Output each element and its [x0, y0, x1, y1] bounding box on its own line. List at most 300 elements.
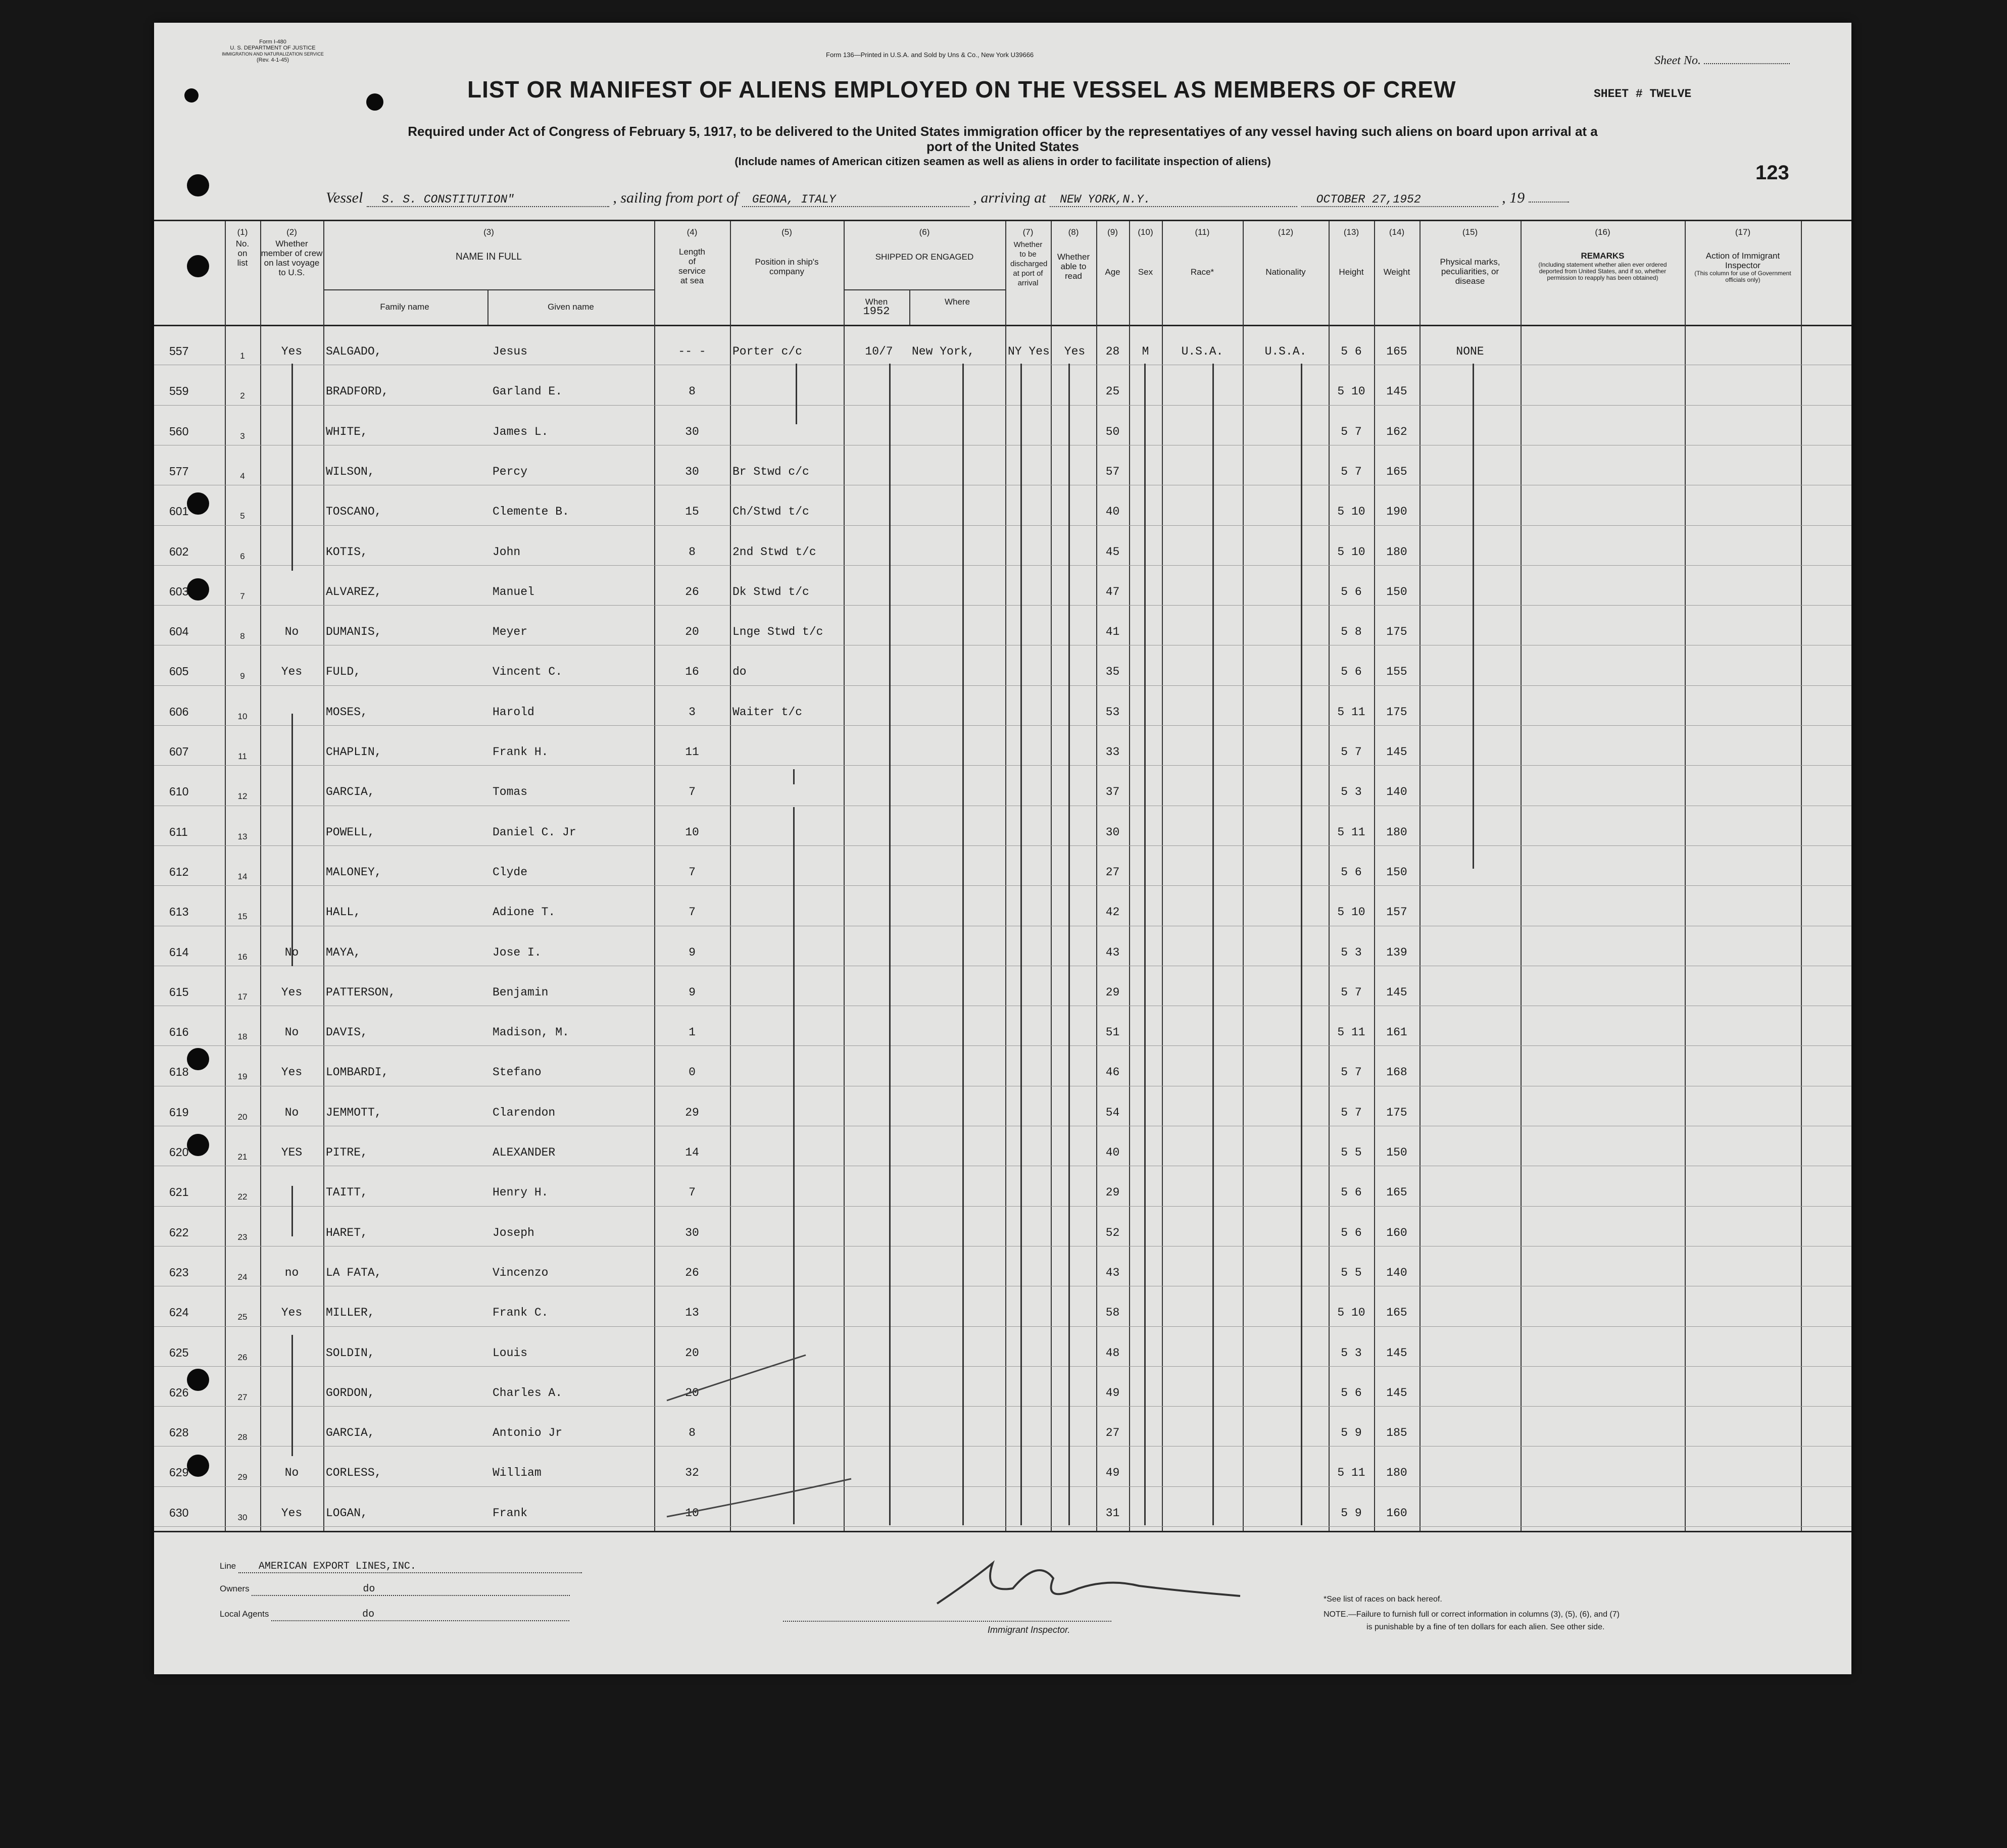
cell-family: GARCIA,: [326, 785, 375, 799]
crew-reference-number: 577: [169, 464, 189, 478]
cell-voyage: No: [284, 1106, 299, 1119]
cell-age: 37: [1105, 785, 1120, 799]
cell-service: 9: [689, 945, 696, 959]
crew-reference-number: 626: [169, 1385, 189, 1399]
cell-voyage: No: [284, 1466, 299, 1480]
cell-given: John: [493, 545, 521, 559]
cell-family: LA FATA,: [326, 1266, 382, 1279]
cell-no: 4: [240, 471, 245, 481]
cell-family: WILSON,: [326, 465, 375, 478]
printer-line: Form 136—Printed in U.S.A. and Sold by Uns & Co., New York U39666: [826, 51, 1034, 59]
crew-reference-number: 630: [169, 1506, 189, 1519]
cell-no: 23: [237, 1232, 248, 1242]
cell-weight: 175: [1386, 1106, 1407, 1119]
cell-voyage: Yes: [281, 1306, 303, 1320]
cell-age: 58: [1105, 1306, 1120, 1320]
line-label: Line: [220, 1561, 236, 1571]
cell-age: 31: [1105, 1506, 1120, 1520]
cell-weight: 160: [1386, 1506, 1407, 1520]
cell-height: 5 7: [1341, 745, 1362, 759]
crew-reference-number: 606: [169, 705, 189, 718]
cell-height: 5 11: [1337, 825, 1365, 839]
cell-voyage: Yes: [281, 1506, 303, 1520]
cell-given: Stefano: [493, 1066, 542, 1079]
cell-weight: 145: [1386, 1346, 1407, 1360]
cell-family: GORDON,: [326, 1386, 375, 1400]
cell-weight: 165: [1386, 465, 1407, 478]
crew-reference-number: 615: [169, 985, 189, 998]
cell-service: 30: [685, 1226, 699, 1239]
punch-hole: [366, 93, 383, 111]
cell-height: 5 11: [1337, 705, 1365, 719]
crew-reference-number: 605: [169, 665, 189, 678]
cell-weight: 162: [1386, 425, 1407, 438]
crew-reference-number: 603: [169, 584, 189, 598]
cell-no: 21: [237, 1152, 248, 1162]
cell-given: Henry H.: [493, 1186, 549, 1200]
col-16-header: (16) REMARKS (Including statement whether alien ever ordered deported from United States, and if so, whether permission to reapply has been obtained): [1538, 227, 1667, 281]
cell-weight: 150: [1386, 585, 1407, 598]
cell-age: 53: [1105, 705, 1120, 719]
cell-age: 40: [1105, 505, 1120, 519]
cell-no: 25: [237, 1312, 248, 1322]
cell-service: 8: [689, 545, 696, 559]
cell-service: 8: [689, 1426, 696, 1440]
cell-weight: 180: [1386, 1466, 1407, 1480]
cell-position: Ch/Stwd t/c: [732, 505, 809, 519]
owners-label: Owners: [220, 1584, 250, 1593]
cell-no: 29: [237, 1472, 248, 1482]
arrival-date: OCTOBER 27,1952: [1301, 193, 1498, 207]
cell-given: Percy: [493, 465, 528, 478]
cell-height: 5 10: [1337, 505, 1365, 519]
cell-height: 5 6: [1341, 1186, 1362, 1200]
vessel-name: S. S. CONSTITUTION": [367, 193, 609, 207]
cell-weight: 155: [1386, 665, 1407, 679]
cell-age: 27: [1105, 865, 1120, 879]
cell-height: 5 10: [1337, 385, 1365, 398]
cell-service: 20: [685, 625, 699, 639]
crew-reference-number: 611: [169, 825, 188, 838]
cell-no: 1: [240, 351, 245, 361]
cell-given: Clyde: [493, 865, 528, 879]
form-identity: [210, 39, 336, 63]
cell-height: 5 10: [1337, 545, 1365, 559]
cell-given: James L.: [493, 425, 549, 438]
family-name-header: Family name: [380, 302, 429, 312]
crew-reference-number: 601: [169, 505, 189, 518]
cell-family: MALONEY,: [326, 865, 382, 879]
col-12-header: (12) Nationality: [1265, 227, 1306, 277]
cell-where: New York,: [912, 345, 975, 358]
cell-given: Adione T.: [493, 906, 556, 919]
year-label: , 19: [1502, 189, 1525, 206]
cell-weight: 165: [1386, 1306, 1407, 1320]
manifest-sheet: [154, 23, 1851, 1674]
cell-no: 13: [237, 831, 248, 841]
cell-family: ALVAREZ,: [326, 585, 382, 598]
cell-height: 5 10: [1337, 906, 1365, 919]
cell-weight: 161: [1386, 1026, 1407, 1039]
cell-given: Daniel C. Jr: [493, 825, 576, 839]
cell-weight: 140: [1386, 785, 1407, 799]
sheet-no-label: Sheet No.: [1654, 54, 1701, 67]
cell-age: 35: [1105, 665, 1120, 679]
given-name-header: Given name: [548, 302, 594, 312]
cell-no: 12: [237, 791, 248, 802]
col-2-header: (2) Whether member of crew on last voyage to U.S.: [261, 227, 323, 277]
cell-service: 26: [685, 585, 699, 598]
cell-age: 54: [1105, 1106, 1120, 1119]
cell-weight: 168: [1386, 1066, 1407, 1079]
cell-age: 33: [1105, 745, 1120, 759]
cell-family: KOTIS,: [326, 545, 368, 559]
cell-no: 19: [237, 1072, 248, 1082]
crew-reference-number: 612: [169, 865, 189, 878]
cell-family: JEMMOTT,: [326, 1106, 382, 1119]
cell-no: 24: [237, 1272, 248, 1282]
cell-weight: 180: [1386, 825, 1407, 839]
cell-service: 10: [685, 1506, 699, 1520]
crew-reference-number: 629: [169, 1466, 189, 1479]
cell-given: Manuel: [493, 585, 534, 598]
cell-weight: 190: [1386, 505, 1407, 519]
cell-height: 5 11: [1337, 1026, 1365, 1039]
cell-weight: 145: [1386, 1386, 1407, 1400]
cell-given: Benjamin: [493, 985, 549, 999]
cell-no: 9: [240, 671, 245, 681]
cell-service: 7: [689, 906, 696, 919]
cell-no: 10: [237, 711, 248, 721]
crew-reference-number: 560: [169, 424, 189, 438]
cell-weight: 165: [1386, 345, 1407, 358]
cell-family: BRADFORD,: [326, 385, 389, 398]
cell-position: Lnge Stwd t/c: [732, 625, 823, 639]
pencil-strokes: [154, 221, 1851, 1531]
crew-reference-number: 610: [169, 785, 189, 798]
when-header: When 1952: [863, 297, 890, 318]
cell-service: 3: [689, 705, 696, 719]
cell-family: TOSCANO,: [326, 505, 382, 519]
col-1-header: (1) No. on list: [235, 227, 250, 268]
cell-height: 5 6: [1341, 865, 1362, 879]
col-6-header: (6) SHIPPED OR ENGAGED: [875, 227, 974, 262]
cell-when: 10/7: [865, 345, 893, 358]
crew-reference-number: 607: [169, 745, 189, 758]
cell-family: CHAPLIN,: [326, 745, 382, 759]
crew-reference-number: 619: [169, 1105, 189, 1119]
cell-height: 5 7: [1341, 465, 1362, 478]
cell-service: 1: [689, 1026, 696, 1039]
cell-height: 5 8: [1341, 625, 1362, 639]
punch-hole: [184, 88, 199, 103]
cell-service: 30: [685, 465, 699, 478]
cell-no: 16: [237, 952, 248, 962]
crew-reference-number: 623: [169, 1265, 189, 1279]
sailing-label: , sailing from port of: [613, 189, 739, 206]
cell-marks: NONE: [1456, 345, 1484, 358]
cell-given: Jesus: [493, 345, 528, 358]
col-10-header: (10) Sex: [1138, 227, 1153, 277]
cell-no: 8: [240, 631, 245, 641]
cell-given: Harold: [493, 705, 534, 719]
cell-height: 5 9: [1341, 1426, 1362, 1440]
cell-service: 15: [685, 505, 699, 519]
cell-voyage: No: [284, 945, 299, 959]
cell-service: 7: [689, 785, 696, 799]
cell-no: 22: [237, 1192, 248, 1202]
cell-age: 48: [1105, 1346, 1120, 1360]
cell-given: Frank C.: [493, 1306, 549, 1320]
cell-voyage: Yes: [281, 1066, 303, 1079]
cell-family: DUMANIS,: [326, 625, 382, 639]
cell-no: 20: [237, 1112, 248, 1122]
port-from: GEONA, ITALY: [742, 193, 969, 207]
cell-service: 32: [685, 1466, 699, 1480]
cell-given: Clemente B.: [493, 505, 569, 519]
cell-service: 20: [685, 1346, 699, 1360]
sheet-number: SHEET # TWELVE: [1594, 87, 1692, 101]
cell-no: 26: [237, 1352, 248, 1362]
cell-age: 29: [1105, 1186, 1120, 1200]
cell-position: Dk Stwd t/c: [732, 585, 809, 598]
cell-given: Frank: [493, 1506, 528, 1520]
page-title: LIST OR MANIFEST OF ALIENS EMPLOYED ON THE VESSEL AS MEMBERS OF CREW: [467, 76, 1456, 103]
cell-family: SALGADO,: [326, 345, 382, 358]
line-value: AMERICAN EXPORT LINES,INC.: [238, 1561, 582, 1573]
cell-age: 51: [1105, 1026, 1120, 1039]
col-3-header: (3) NAME IN FULL: [456, 227, 522, 262]
cell-given: William: [493, 1466, 542, 1480]
cell-no: 5: [240, 511, 245, 521]
crew-reference-number: 618: [169, 1065, 189, 1079]
cell-service: 7: [689, 865, 696, 879]
cell-given: Louis: [493, 1346, 528, 1360]
inspector-signature: [927, 1548, 1250, 1624]
cell-height: 5 3: [1341, 945, 1362, 959]
col-17-header: (17) Action of Immigrant Inspector (This column for use of Government officials only): [1694, 227, 1791, 283]
cell-given: Tomas: [493, 785, 528, 799]
crew-table: [154, 220, 1851, 1532]
cell-age: 50: [1105, 425, 1120, 438]
subtitle-line-2: port of the United States: [926, 139, 1079, 154]
cell-voyage: Yes: [281, 985, 303, 999]
cell-given: Vincenzo: [493, 1266, 549, 1279]
cell-height: 5 6: [1341, 1386, 1362, 1400]
cell-no: 11: [238, 752, 247, 761]
cell-weight: 150: [1386, 865, 1407, 879]
penalty-note-1: NOTE.—Failure to furnish full or correct information in columns (3), (5), (6), and (7): [1324, 1610, 1620, 1619]
crew-reference-number: 616: [169, 1025, 189, 1039]
cell-position: do: [732, 665, 747, 679]
cell-position: Br Stwd c/c: [732, 465, 809, 478]
cell-service: 20: [685, 1386, 699, 1400]
cell-given: Frank H.: [493, 745, 549, 759]
cell-age: 27: [1105, 1426, 1120, 1440]
cell-service: 16: [685, 665, 699, 679]
cell-age: 43: [1105, 945, 1120, 959]
cell-age: 30: [1105, 825, 1120, 839]
cell-no: 28: [237, 1432, 248, 1442]
cell-service: 7: [689, 1186, 696, 1200]
col-8-header: (8) Whether able to read: [1057, 227, 1090, 281]
cell-weight: 165: [1386, 1186, 1407, 1200]
cell-height: 5 3: [1341, 1346, 1362, 1360]
col-15-header: (15) Physical marks, peculiarities, or disease: [1440, 227, 1500, 286]
arriving-label: , arriving at: [973, 189, 1046, 206]
cell-age: 49: [1105, 1386, 1120, 1400]
cell-given: Madison, M.: [493, 1026, 569, 1039]
cell-family: MOSES,: [326, 705, 368, 719]
cell-age: 28: [1105, 345, 1120, 358]
cell-family: CORLESS,: [326, 1466, 382, 1480]
cell-given: Charles A.: [493, 1386, 563, 1400]
cell-given: Meyer: [493, 625, 528, 639]
crew-reference-number: 622: [169, 1225, 189, 1239]
cell-family: TAITT,: [326, 1186, 368, 1200]
cell-age: 42: [1105, 906, 1120, 919]
cell-height: 5 6: [1341, 585, 1362, 598]
cell-no: 3: [240, 431, 245, 441]
crew-reference-number: 557: [169, 344, 189, 358]
cell-family: PATTERSON,: [326, 985, 396, 999]
cell-voyage: YES: [281, 1146, 303, 1159]
cell-discharge: NY Yes: [1008, 345, 1050, 358]
cell-service: 0: [689, 1066, 696, 1079]
cell-sex: M: [1142, 345, 1149, 358]
cell-position: Porter c/c: [732, 345, 803, 358]
cell-age: 25: [1105, 385, 1120, 398]
cell-service: 13: [685, 1306, 699, 1320]
penalty-note-2: is punishable by a fine of ten dollars for each alien. See other side.: [1366, 1623, 1605, 1631]
cell-age: 40: [1105, 1146, 1120, 1159]
cell-weight: 175: [1386, 625, 1407, 639]
cell-no: 17: [237, 991, 248, 1002]
cell-position: Waiter t/c: [732, 705, 803, 719]
col-11-header: (11) Race*: [1190, 227, 1214, 277]
cell-given: Joseph: [493, 1226, 534, 1239]
cell-family: MAYA,: [326, 945, 361, 959]
cell-weight: 145: [1386, 745, 1407, 759]
cell-family: SOLDIN,: [326, 1346, 375, 1360]
subtitle-line-3: (Include names of American citizen seamen as well as aliens in order to facilitate inspection of aliens): [735, 155, 1271, 168]
col-5-header: (5) Position in ship's company: [755, 227, 819, 276]
revision: (Rev. 4-1-45): [257, 57, 289, 63]
cell-weight: 185: [1386, 1426, 1407, 1440]
cell-weight: 175: [1386, 705, 1407, 719]
cell-voyage: no: [284, 1266, 299, 1279]
cell-no: 2: [240, 391, 245, 401]
department: U. S. DEPARTMENT OF JUSTICE: [230, 45, 316, 51]
col-9-header: (9) Age: [1105, 227, 1120, 277]
cell-nat: U.S.A.: [1264, 345, 1307, 358]
cell-height: 5 7: [1341, 425, 1362, 438]
crew-reference-number: 559: [169, 384, 189, 398]
cell-family: GARCIA,: [326, 1426, 375, 1440]
cell-weight: 160: [1386, 1226, 1407, 1239]
cell-service: 8: [689, 385, 696, 398]
cell-age: 57: [1105, 465, 1120, 478]
cell-age: 46: [1105, 1066, 1120, 1079]
cell-age: 47: [1105, 585, 1120, 598]
crew-reference-number: 614: [169, 945, 189, 959]
cell-service: 26: [685, 1266, 699, 1279]
crew-reference-number: 624: [169, 1306, 189, 1319]
cell-age: 52: [1105, 1226, 1120, 1239]
cell-weight: 139: [1386, 945, 1407, 959]
inspector-label: Immigrant Inspector.: [988, 1625, 1070, 1635]
cell-weight: 157: [1386, 906, 1407, 919]
punch-hole: [187, 174, 209, 196]
cell-position: 2nd Stwd t/c: [732, 545, 816, 559]
col-14-header: (14) Weight: [1383, 227, 1410, 277]
cell-weight: 180: [1386, 545, 1407, 559]
cell-service: 30: [685, 425, 699, 438]
cell-family: MILLER,: [326, 1306, 375, 1320]
cell-no: 27: [237, 1392, 248, 1402]
cell-given: Antonio Jr: [493, 1426, 563, 1440]
cell-weight: 145: [1386, 985, 1407, 999]
cell-height: 5 9: [1341, 1506, 1362, 1520]
cell-service: 14: [685, 1146, 699, 1159]
cell-voyage: Yes: [281, 345, 303, 358]
cell-height: 5 6: [1341, 345, 1362, 358]
agents-value: do: [271, 1609, 569, 1621]
cell-family: DAVIS,: [326, 1026, 368, 1039]
cell-voyage: No: [284, 1026, 299, 1039]
cell-race: U.S.A.: [1181, 345, 1223, 358]
cell-no: 7: [240, 591, 245, 601]
cell-family: FULD,: [326, 665, 361, 679]
cell-service: 29: [685, 1106, 699, 1119]
cell-age: 43: [1105, 1266, 1120, 1279]
cell-height: 5 11: [1337, 1466, 1365, 1480]
cell-given: Vincent C.: [493, 665, 563, 679]
cell-height: 5 10: [1337, 1306, 1365, 1320]
crew-reference-number: 602: [169, 544, 189, 558]
cell-height: 5 6: [1341, 1226, 1362, 1239]
col-4-header: (4) Length of service at sea: [678, 227, 706, 285]
cell-family: HALL,: [326, 906, 361, 919]
cell-weight: 145: [1386, 385, 1407, 398]
cell-height: 5 6: [1341, 665, 1362, 679]
cell-height: 5 5: [1341, 1146, 1362, 1159]
cell-family: POWELL,: [326, 825, 375, 839]
crew-reference-number: 625: [169, 1345, 189, 1359]
cell-service: -- -: [678, 345, 706, 358]
cell-weight: 150: [1386, 1146, 1407, 1159]
port-to: NEW YORK,N.Y.: [1050, 193, 1297, 207]
cell-no: 6: [240, 551, 245, 561]
cell-family: HARET,: [326, 1226, 368, 1239]
cell-given: Jose I.: [493, 945, 542, 959]
page-number: 123: [1755, 162, 1789, 184]
cell-given: ALEXANDER: [493, 1146, 556, 1159]
cell-family: LOGAN,: [326, 1506, 368, 1520]
cell-age: 49: [1105, 1466, 1120, 1480]
cell-service: 9: [689, 985, 696, 999]
cell-height: 5 3: [1341, 785, 1362, 799]
cell-family: LOMBARDI,: [326, 1066, 389, 1079]
races-note: *See list of races on back hereof.: [1324, 1595, 1442, 1604]
cell-no: 18: [237, 1032, 248, 1042]
cell-family: WHITE,: [326, 425, 368, 438]
cell-weight: 140: [1386, 1266, 1407, 1279]
cell-given: Garland E.: [493, 385, 563, 398]
cell-age: 45: [1105, 545, 1120, 559]
form-number: Form I-480: [259, 39, 286, 45]
owners-value: do: [252, 1583, 570, 1596]
